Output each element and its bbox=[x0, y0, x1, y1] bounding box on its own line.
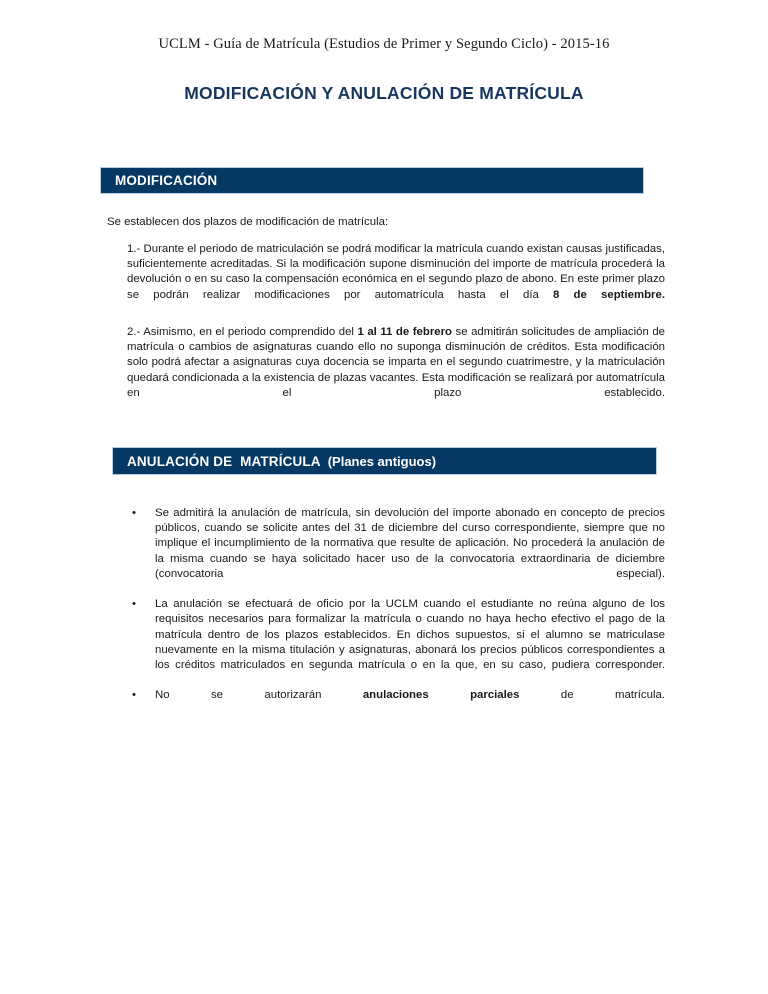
list-item-part-1: No se autorizarán bbox=[155, 689, 363, 702]
list-item-part-1: Se admitirá la anulación de matrícula, sin devolución del importe abonado en concepto de precios públicos, cuando se solicite antes del 31 de diciembre del curso correspondiente, siempre que no implique el incumplimiento de la normativa que resulte de aplicación. No procederá la anulación de la misma cuando se haya solicitado hacer uso de la convocatoria extraordinaria de diciembre (convocatoria especial). bbox=[155, 507, 665, 580]
page-title: MODIFICACIÓN Y ANULACIÓN DE MATRÍCULA bbox=[184, 83, 584, 103]
list-item-part-2: de matrícula. bbox=[519, 689, 665, 702]
list-item-part-1: La anulación se efectuará de oficio por la UCLM cuando el estudiante no reúna alguno de los requisitos necesarios para formalizar la matrícula o cuando no haya hecho efectivo el pago de la matrícula dentro de los plazos establecidos. En dichos supuestos, si el alumno se matriculase nuevamente en la misma titulación y asignaturas, abonará los precios públicos correspondientes a los créditos matriculados en segunda matrícula o en la que, en su caso, pudiera corresponder. bbox=[155, 598, 665, 672]
paragraph-1-part-1: 1.- Durante el periodo de matriculación se podrá modificar la matrícula cuando existan causas justificadas, suficientemente acreditadas. Si la modificación supone disminución del importe de matrícula procederá la devolución o en su caso la compensación económica en el segundo plazo de abono. En este primer plazo se podrán realizar modificaciones por automatrícula hasta el día bbox=[127, 243, 665, 301]
section-header-anulacion bbox=[112, 447, 657, 475]
modificacion-paragraph-2 bbox=[127, 325, 665, 416]
paragraph-2-part-2: se admitirán solicitudes de ampliación de matrícula o cambios de asignaturas cuando ello no suponga disminución de créditos. Esta modificación solo podrá afectar a asignaturas cuya docencia se imparta en el segundo cuatrimestre, y la matriculación quedará condicionada a la existencia de plazas vacantes. Esta modificación se realizará por automatrícula en el plazo establecido. bbox=[127, 326, 666, 399]
bullet-marker-icon: • bbox=[132, 689, 136, 702]
section-header-anulacion-label: ANULACIÓN DE MATRÍCULA bbox=[127, 453, 325, 469]
anulacion-bullet-list bbox=[127, 506, 665, 719]
paragraph-1-bold-1: 8 de septiembre. bbox=[553, 288, 665, 301]
paragraph-2-bold-1: 1 al 11 de febrero bbox=[357, 326, 452, 338]
bullet-marker-icon: • bbox=[132, 598, 136, 611]
list-item-bold-1: anulaciones parciales bbox=[362, 689, 520, 702]
section-header-modificacion bbox=[100, 167, 644, 194]
bullet-marker-icon: • bbox=[132, 507, 136, 519]
section-header-modificacion-label: MODIFICACIÓN bbox=[115, 173, 218, 188]
modificacion-paragraph-1 bbox=[127, 242, 665, 318]
modificacion-intro-text: Se establecen dos plazos de modificación de matrícula: bbox=[107, 216, 389, 228]
list-item bbox=[127, 597, 665, 688]
list-item bbox=[127, 688, 665, 718]
list-item bbox=[127, 506, 665, 597]
paragraph-2-part-1: 2.- Asimismo, en el periodo comprendido del bbox=[127, 326, 358, 338]
section-header-anulacion-sublabel: (Planes antiguos) bbox=[324, 453, 437, 469]
running-header: UCLM - Guía de Matrícula (Estudios de Primer y Segundo Ciclo) - 2015-16 bbox=[158, 36, 610, 52]
